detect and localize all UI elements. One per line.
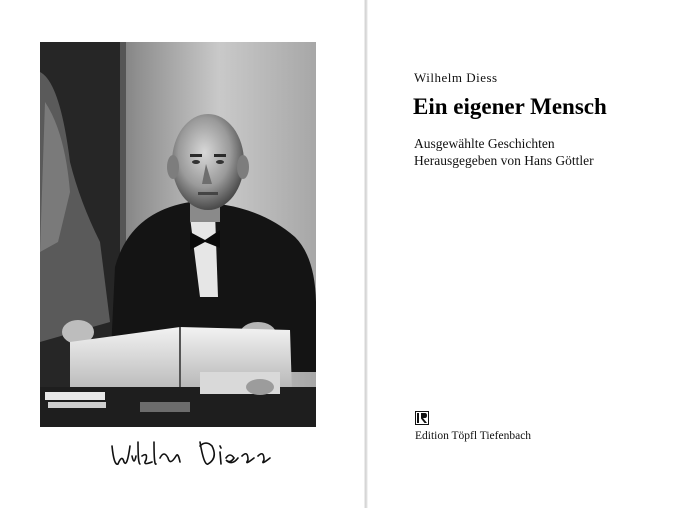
title-page: [368, 0, 680, 508]
author-signature: [108, 436, 288, 472]
author-portrait-photo: [40, 42, 316, 427]
author-name: Wilhelm Diess: [414, 70, 498, 85]
publisher-logo-icon: [415, 411, 429, 425]
editor-credit: Herausgegeben von Hans Göttler: [414, 153, 594, 168]
publisher-name: Edition Töpfl Tiefenbach: [415, 430, 532, 442]
book-title: Ein eigener Mensch: [413, 94, 607, 119]
book-subtitle: Ausgewählte Geschichten: [414, 136, 555, 151]
